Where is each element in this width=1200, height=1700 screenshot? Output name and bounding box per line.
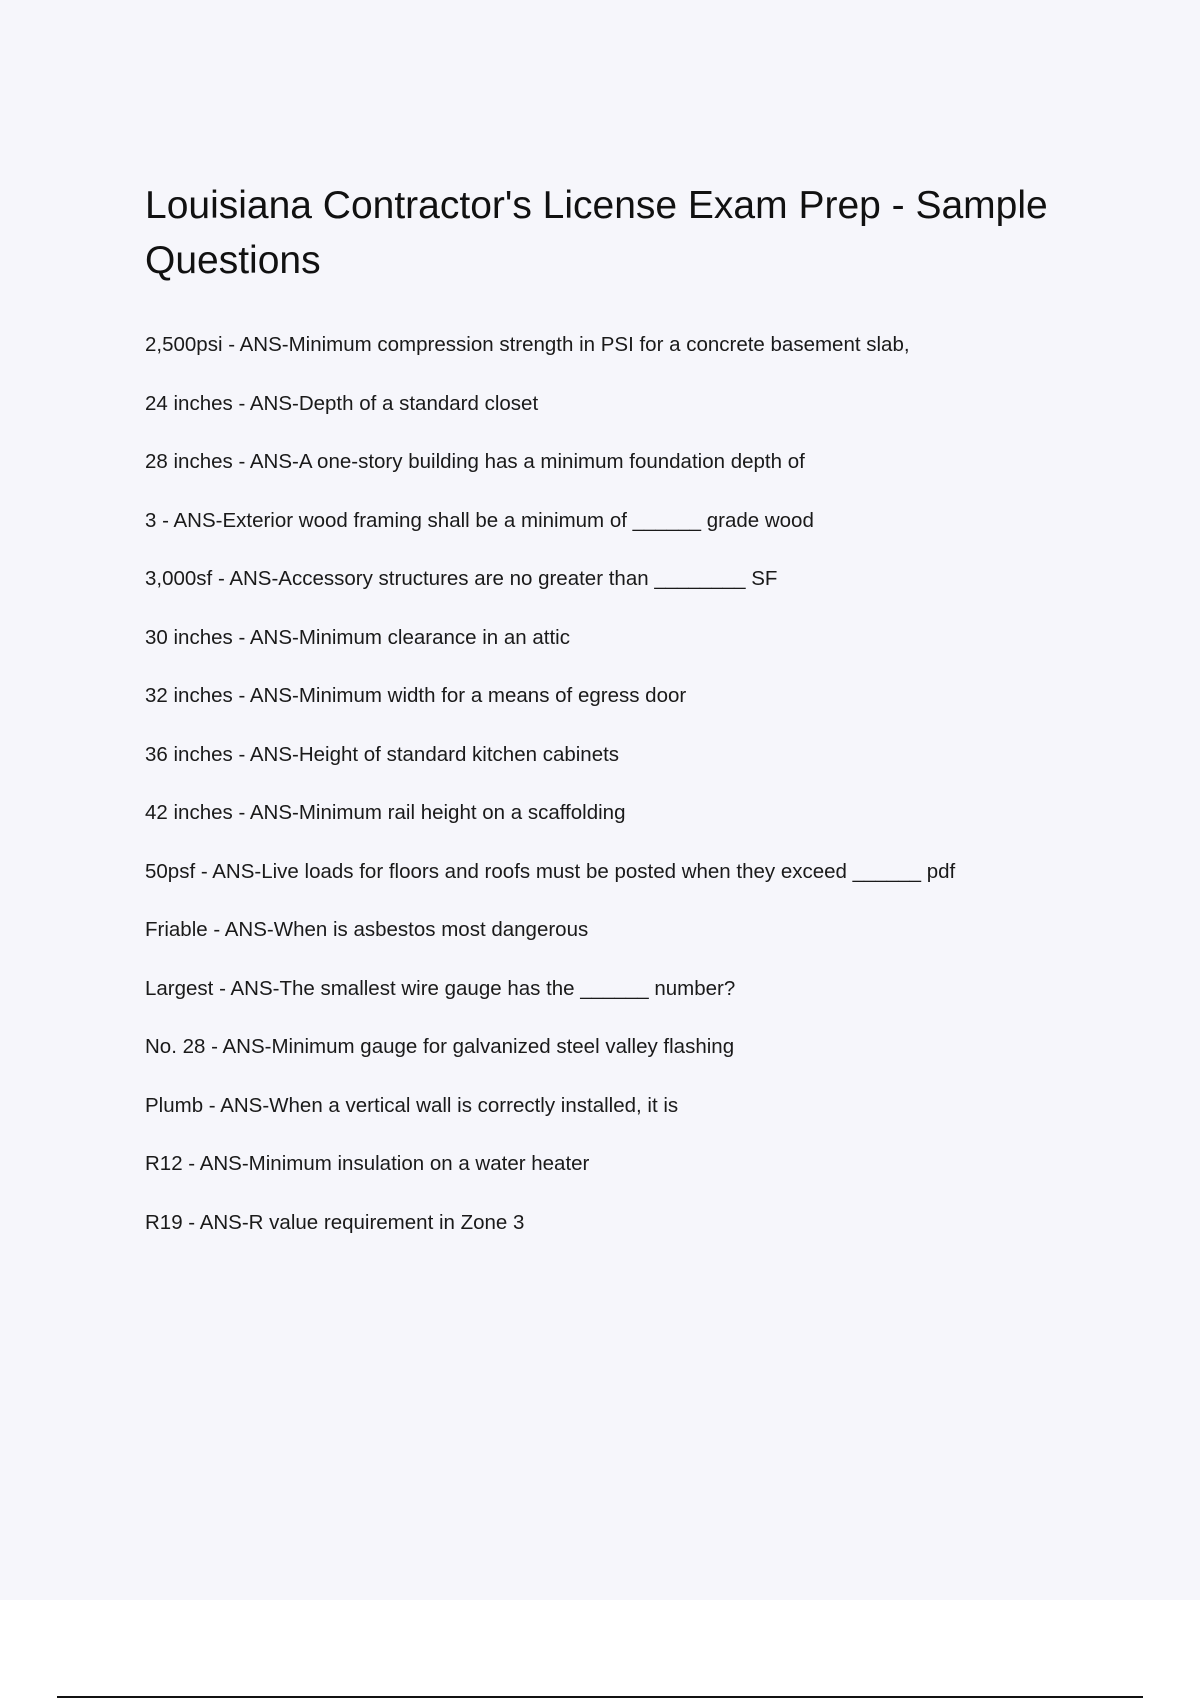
qa-item: R12 - ANS-Minimum insulation on a water heater	[145, 1152, 590, 1175]
qa-item: Plumb - ANS-When a vertical wall is correctly installed, it is	[145, 1093, 679, 1117]
qa-item: 36 inches - ANS-Height of standard kitchen cabinets	[145, 742, 620, 766]
document-title: Louisiana Contractor's License Exam Prep - Sample Questions	[145, 184, 1048, 282]
page-divider	[57, 1696, 1143, 1698]
document-content	[145, 178, 1105, 1234]
qa-item: 42 inches - ANS-Minimum rail height on a scaffolding	[145, 801, 626, 824]
qa-item: 3 - ANS-Exterior wood framing shall be a minimum of ______ grade wood	[145, 508, 814, 532]
qa-item: 28 inches - ANS-A one-story building has a minimum foundation depth of	[145, 450, 805, 473]
qa-item: 24 inches - ANS-Depth of a standard closet	[145, 391, 539, 415]
qa-item: 2,500psi - ANS-Minimum compression strength in PSI for a concrete basement slab,	[145, 333, 910, 356]
qa-item: 50psf - ANS-Live loads for floors and roofs must be posted when they exceed ______ pdf	[145, 859, 956, 883]
qa-item: 30 inches - ANS-Minimum clearance in an attic	[145, 625, 570, 649]
qa-item: 32 inches - ANS-Minimum width for a means of egress door	[145, 684, 687, 707]
qa-item: No. 28 - ANS-Minimum gauge for galvanized steel valley flashing	[145, 1035, 735, 1058]
qa-item: Friable - ANS-When is asbestos most dangerous	[145, 918, 589, 941]
qa-item: Largest - ANS-The smallest wire gauge has the ______ number?	[145, 976, 736, 1000]
qa-item: R19 - ANS-R value requirement in Zone 3	[145, 1210, 525, 1234]
qa-item: 3,000sf - ANS-Accessory structures are no greater than ________ SF	[145, 567, 778, 590]
qa-list	[145, 333, 955, 1269]
